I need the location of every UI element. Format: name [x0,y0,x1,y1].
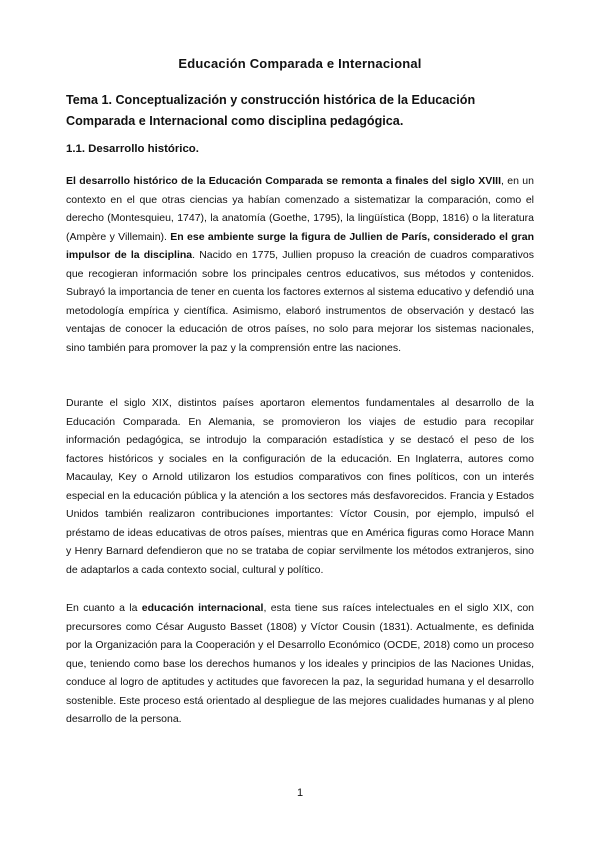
section-heading: 1.1. Desarrollo histórico. [66,143,199,155]
page-number: 1 [296,787,304,799]
paragraph-1-bold-2: En ese ambiente surge la figura de Jullien de París, considerado el gran impulsor de la disciplina [66,230,534,261]
paragraph-1-bold-1: El desarrollo histórico de la Educación Comparada se remonta a finales del siglo XVIII [66,175,502,187]
paragraph-1-text-1: , en un contexto en el que otras ciencias ya habían comenzado a sistematizar la comparación, como el derecho (Montesquieu, 1747), la anatomía (Goethe, 1795), la lingüística (Bopp, 1816) o la literatura (Ampère y Villemain). [66,175,534,243]
paragraph-2 [66,394,534,579]
topic-heading: Tema 1. Conceptualización y construcción histórica de la Educación Comparada e Internacional como disciplina pedagógica. [66,93,476,128]
paragraph-2-text: Durante el siglo XIX, distintos países aportaron elementos fundamentales al desarrollo de la Educación Comparada. En Alemania, se promovieron los viajes de estudio para recopilar información pedagógica, se introdujo la comparación estadística y se destacó el peso de los factores históricos y sociales en la configuración de la educación. En Inglaterra, autores como Macaulay, Key o Arnold utilizaron los estudios comparativos con fines políticos, con un interés especial en la educación pública y la atención a los sectores más desfavorecidos. Francia y Estados Unidos también realizaron contribuciones importantes: Víctor Cousin, por ejemplo, impulsó el préstamo de ideas educativas de otros países, mientras que en América figuras como Horace Mann y Henry Barnard defendieron que no se trataba de copiar servilmente los métodos extranjeros, sino de adaptarlos a cada contexto social, cultural y político. [66,397,534,576]
paragraph-3 [66,599,534,729]
paragraph-1 [66,172,534,357]
paragraph-3-text-2: , esta tiene sus raíces intelectuales en el siglo XIX, con precursores como César Augusto Basset (1808) y Víctor Cousin (1831). Actualmente, es definida por la Organización para la Cooperación y el Desarrollo Económico (OCDE, 2018) como un proceso que, teniendo como base los derechos humanos y los ideales y principios de las Naciones Unidas, conduce al logro de aptitudes y actitudes que favorecen la paz, la seguridad humana y el desarrollo sostenible. Este proceso está orientado al despliegue de las mejores cualidades humanas y al pleno desarrollo de la persona. [66,602,534,725]
document-title: Educación Comparada e Internacional [178,56,422,71]
paragraph-1-text-2: . Nacido en 1775, Jullien propuso la creación de cuadros comparativos que recogieran información sobre los principales centros educativos, sus métodos y contenidos. Subrayó la importancia de tener en cuenta los factores externos al sistema educativo y defendió una metodología empírica y científica. Asimismo, elaboró instrumentos de observación y destacó las ventajas de conocer la educación de otros países, no solo para mejorar los sistemas nacionales, sino también para promover la paz y la comprensión entre las naciones. [66,249,534,354]
paragraph-3-text-1: En cuanto a la [66,602,142,614]
paragraph-3-bold-1: educación internacional [141,602,264,614]
